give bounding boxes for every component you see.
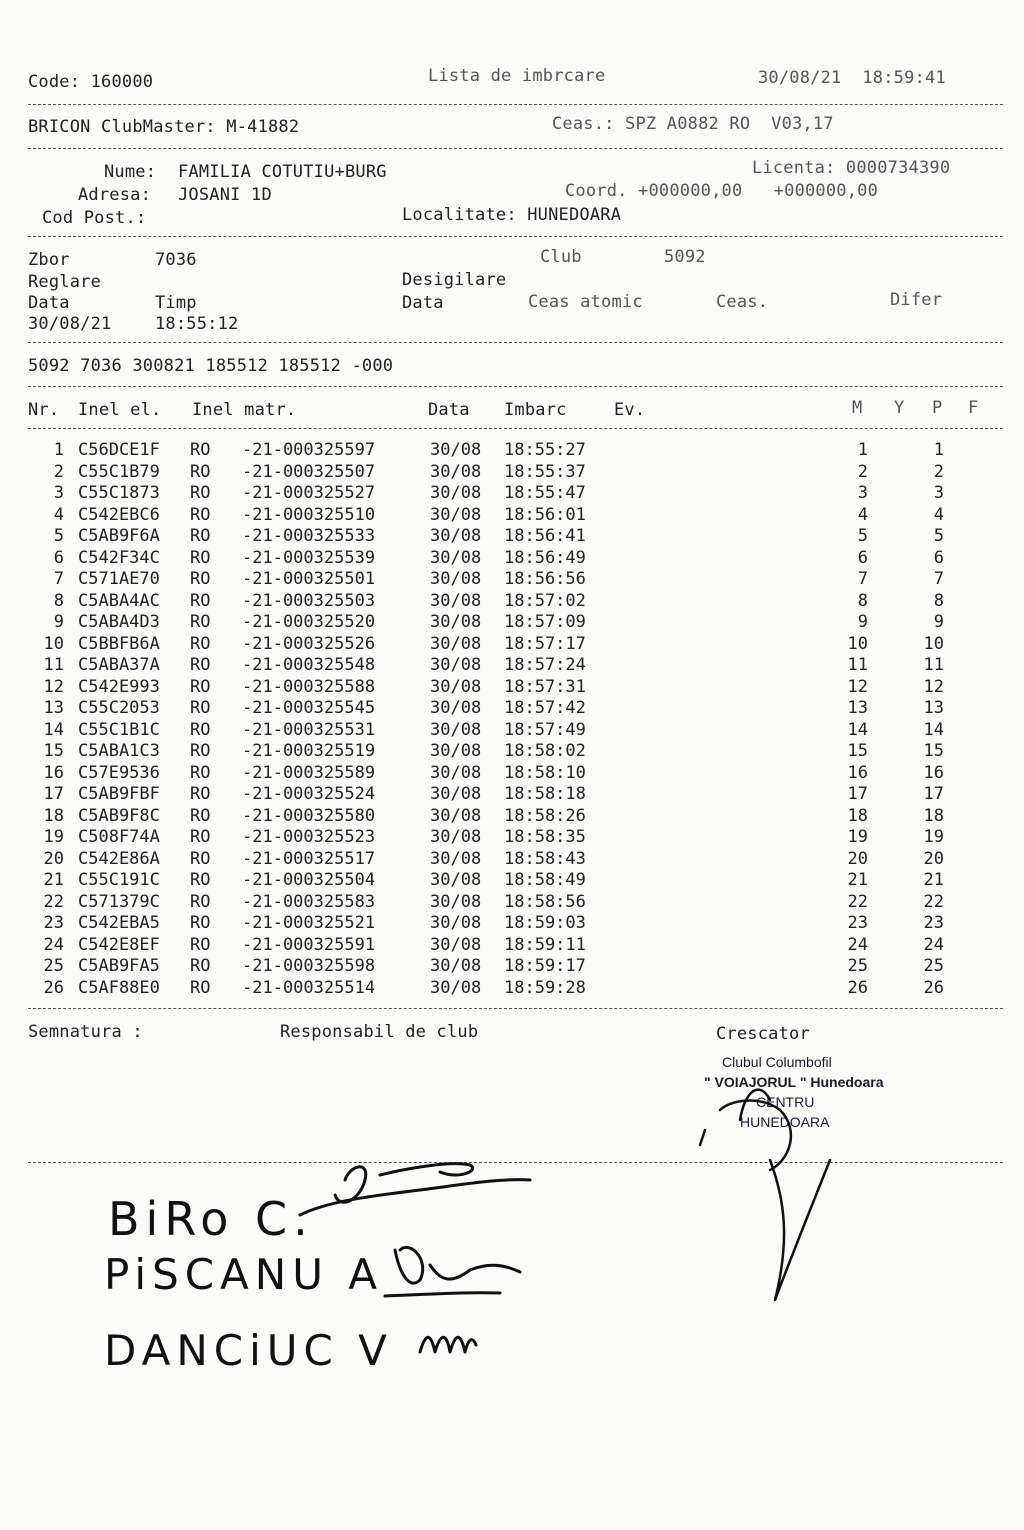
boarding-time: 18:59:17 xyxy=(504,956,586,976)
rank-p: 4 xyxy=(933,504,944,525)
country-code: RO xyxy=(190,461,211,482)
ring-number: -21-000325527 xyxy=(242,483,376,503)
ring-number: -21-000325524 xyxy=(242,784,376,804)
col-header-inel-matr: Inel matr. xyxy=(192,400,297,420)
row-number: 4 xyxy=(53,504,64,525)
rank-m: 24 xyxy=(847,934,868,955)
boarding-time: 18:57:09 xyxy=(504,612,586,632)
rank-p: 5 xyxy=(933,526,944,546)
clock-label: Ceas. xyxy=(716,292,769,312)
rank-p: 24 xyxy=(923,934,944,955)
setting-label: Reglare xyxy=(28,272,102,292)
electronic-ring: C55C1873 xyxy=(78,483,160,503)
row-number: 8 xyxy=(53,590,64,611)
boarding-date: 30/08 xyxy=(430,977,482,998)
ring-number: -21-000325521 xyxy=(242,913,376,933)
boarding-date: 30/08 xyxy=(430,440,482,460)
rank-p: 23 xyxy=(923,913,944,933)
electronic-ring: C571AE70 xyxy=(78,569,160,589)
row-number: 9 xyxy=(53,612,64,632)
rank-p: 7 xyxy=(933,569,944,589)
rank-m: 8 xyxy=(857,590,868,611)
boarding-date: 30/08 xyxy=(430,461,482,482)
row-number: 7 xyxy=(53,569,64,589)
rank-m: 14 xyxy=(847,719,868,740)
col-header-p: P xyxy=(932,398,943,418)
col-header-f: F xyxy=(968,398,979,418)
code-label: Code: 160000 xyxy=(28,72,154,92)
rank-p: 18 xyxy=(923,805,944,826)
electronic-ring: C55C1B1C xyxy=(78,719,160,740)
country-code: RO xyxy=(190,655,211,675)
ring-number: -21-000325591 xyxy=(242,934,376,955)
electronic-ring: C5ABA4AC xyxy=(78,590,160,611)
rank-m: 12 xyxy=(847,676,868,697)
setting-date: 30/08/21 xyxy=(28,314,112,334)
flight-label: Zbor xyxy=(28,250,70,270)
boarding-time: 18:55:47 xyxy=(504,483,586,503)
boarding-time: 18:57:49 xyxy=(504,719,586,740)
rank-p: 25 xyxy=(923,956,944,976)
rank-m: 15 xyxy=(847,741,868,761)
boarding-date: 30/08 xyxy=(430,633,482,654)
boarding-time: 18:56:49 xyxy=(504,547,586,568)
boarding-time: 18:57:31 xyxy=(504,676,586,697)
ring-number: -21-000325503 xyxy=(242,590,376,611)
boarding-time: 18:57:17 xyxy=(504,633,586,654)
boarding-time: 18:56:56 xyxy=(504,569,586,589)
boarding-date: 30/08 xyxy=(430,698,482,718)
electronic-ring: C508F74A xyxy=(78,827,160,847)
boarding-time: 18:58:56 xyxy=(504,891,586,912)
boarding-date: 30/08 xyxy=(430,956,482,976)
country-code: RO xyxy=(190,633,211,654)
rank-m: 11 xyxy=(847,655,868,675)
electronic-ring: C56DCE1F xyxy=(78,440,160,460)
boarding-date: 30/08 xyxy=(430,891,482,912)
ring-number: -21-000325517 xyxy=(242,848,376,869)
row-number: 16 xyxy=(43,762,64,783)
country-code: RO xyxy=(190,612,211,632)
stamp-line: CENTRU xyxy=(756,1094,815,1110)
coordinates: Coord. +000000,00 +000000,00 xyxy=(565,181,879,201)
row-number: 6 xyxy=(53,547,64,568)
electronic-ring: C542E993 xyxy=(78,676,160,697)
club-responsible-label: Responsabil de club xyxy=(280,1022,479,1042)
rank-p: 17 xyxy=(923,784,944,804)
clock-id: Ceas.: SPZ A0882 RO V03,17 xyxy=(552,114,834,134)
list-title: Lista de imbrcare xyxy=(428,66,606,86)
club-number: 5092 xyxy=(664,247,706,267)
row-number: 12 xyxy=(43,676,64,697)
rank-p: 3 xyxy=(933,483,944,503)
club-label: Club xyxy=(540,247,582,267)
electronic-ring: C542EBA5 xyxy=(78,913,160,933)
boarding-date: 30/08 xyxy=(430,827,482,847)
electronic-ring: C5ABA37A xyxy=(78,655,160,675)
rank-m: 10 xyxy=(847,633,868,654)
rank-m: 4 xyxy=(857,504,868,525)
rank-p: 15 xyxy=(923,741,944,761)
country-code: RO xyxy=(190,440,211,460)
rank-p: 9 xyxy=(933,612,944,632)
country-code: RO xyxy=(190,870,211,890)
rank-p: 13 xyxy=(923,698,944,718)
row-number: 21 xyxy=(43,870,64,890)
boarding-date: 30/08 xyxy=(430,741,482,761)
rank-p: 1 xyxy=(933,440,944,460)
row-number: 25 xyxy=(43,956,64,976)
rank-p: 6 xyxy=(933,547,944,568)
ring-number: -21-000325545 xyxy=(242,698,376,718)
col-header-data: Data xyxy=(428,400,470,420)
row-number: 5 xyxy=(53,526,64,546)
boarding-time: 18:56:41 xyxy=(504,526,586,546)
country-code: RO xyxy=(190,827,211,847)
electronic-ring: C55C1B79 xyxy=(78,461,160,482)
rank-p: 19 xyxy=(923,827,944,847)
boarding-date: 30/08 xyxy=(430,547,482,568)
boarding-date: 30/08 xyxy=(430,655,482,675)
electronic-ring: C542EBC6 xyxy=(78,504,160,525)
boarding-time: 18:58:26 xyxy=(504,805,586,826)
rank-m: 23 xyxy=(847,913,868,933)
country-code: RO xyxy=(190,762,211,783)
boarding-time: 18:57:02 xyxy=(504,590,586,611)
ring-number: -21-000325526 xyxy=(242,633,376,654)
rank-p: 10 xyxy=(923,633,944,654)
electronic-ring: C55C191C xyxy=(78,870,160,890)
rank-m: 19 xyxy=(847,827,868,847)
rank-m: 13 xyxy=(847,698,868,718)
country-code: RO xyxy=(190,956,211,976)
boarding-date: 30/08 xyxy=(430,483,482,503)
electronic-ring: C5AB9F8C xyxy=(78,805,160,826)
rank-p: 8 xyxy=(933,590,944,611)
ring-number: -21-000325523 xyxy=(242,827,376,847)
row-number: 10 xyxy=(43,633,64,654)
rank-p: 20 xyxy=(923,848,944,869)
rank-p: 2 xyxy=(933,461,944,482)
breeder-label: Crescator xyxy=(716,1024,810,1044)
ring-number: -21-000325589 xyxy=(242,762,376,783)
ring-number: -21-000325519 xyxy=(242,741,376,761)
boarding-date: 30/08 xyxy=(430,913,482,933)
boarding-date: 30/08 xyxy=(430,569,482,589)
row-number: 18 xyxy=(43,805,64,826)
postal-code-label: Cod Post.: xyxy=(42,208,147,228)
row-number: 17 xyxy=(43,784,64,804)
boarding-date: 30/08 xyxy=(430,504,482,525)
row-number: 22 xyxy=(43,891,64,912)
country-code: RO xyxy=(190,891,211,912)
row-number: 15 xyxy=(43,741,64,761)
boarding-date: 30/08 xyxy=(430,870,482,890)
header-datetime: 30/08/21 18:59:41 xyxy=(758,68,946,88)
country-code: RO xyxy=(190,848,211,869)
boarding-date: 30/08 xyxy=(430,719,482,740)
row-number: 19 xyxy=(43,827,64,847)
country-code: RO xyxy=(190,526,211,546)
boarding-time: 18:58:18 xyxy=(504,784,586,804)
electronic-ring: C542F34C xyxy=(78,547,160,568)
col-header-m: M xyxy=(852,398,863,418)
electronic-ring: C55C2053 xyxy=(78,698,160,718)
boarding-date: 30/08 xyxy=(430,762,482,783)
owner-address: JOSANI 1D xyxy=(178,185,272,205)
boarding-date: 30/08 xyxy=(430,805,482,826)
ring-number: -21-000325597 xyxy=(242,440,376,460)
ring-number: -21-000325598 xyxy=(242,956,376,976)
electronic-ring: C5ABA4D3 xyxy=(78,612,160,632)
unsealing-date-label: Data xyxy=(402,293,444,313)
row-number: 3 xyxy=(53,483,64,503)
signature-1 xyxy=(300,1164,530,1215)
row-number: 26 xyxy=(43,977,64,998)
rank-m: 25 xyxy=(847,956,868,976)
boarding-date: 30/08 xyxy=(430,526,482,546)
name-label: Nume: xyxy=(104,162,157,182)
boarding-time: 18:55:27 xyxy=(504,440,586,460)
ring-number: -21-000325520 xyxy=(242,612,376,632)
country-code: RO xyxy=(190,590,211,611)
flight-code-line: 5092 7036 300821 185512 185512 -000 xyxy=(28,356,394,376)
stamp-line: HUNEDOARA xyxy=(740,1114,830,1130)
country-code: RO xyxy=(190,805,211,826)
boarding-time: 18:58:02 xyxy=(504,741,586,761)
owner-name: FAMILIA COTUTIU+BURG xyxy=(178,162,387,182)
handwritten-name: PiSCANU A xyxy=(104,1250,384,1299)
rank-m: 22 xyxy=(847,891,868,912)
rank-m: 21 xyxy=(847,870,868,890)
rank-m: 1 xyxy=(857,440,868,460)
country-code: RO xyxy=(190,913,211,933)
country-code: RO xyxy=(190,698,211,718)
ring-number: -21-000325514 xyxy=(242,977,376,998)
ring-number: -21-000325504 xyxy=(242,870,376,890)
setting-time: 18:55:12 xyxy=(155,314,239,334)
row-number: 14 xyxy=(43,719,64,740)
col-header-inel-el: Inel el. xyxy=(78,400,162,420)
row-number: 24 xyxy=(43,934,64,955)
boarding-time: 18:59:11 xyxy=(504,934,586,955)
electronic-ring: C5AF88E0 xyxy=(78,977,160,998)
boarding-date: 30/08 xyxy=(430,612,482,632)
boarding-time: 18:59:03 xyxy=(504,913,586,933)
electronic-ring: C5ABA1C3 xyxy=(78,741,160,761)
ring-number: -21-000325531 xyxy=(242,719,376,740)
electronic-ring: C5AB9FA5 xyxy=(78,956,160,976)
boarding-date: 30/08 xyxy=(430,676,482,697)
rank-p: 14 xyxy=(923,719,944,740)
time-label: Timp xyxy=(155,293,197,313)
col-header-y: Y xyxy=(894,398,905,418)
country-code: RO xyxy=(190,741,211,761)
country-code: RO xyxy=(190,676,211,697)
boarding-time: 18:59:28 xyxy=(504,977,586,998)
signature-label: Semnatura : xyxy=(28,1022,143,1042)
boarding-date: 30/08 xyxy=(430,590,482,611)
boarding-date: 30/08 xyxy=(430,934,482,955)
rank-p: 22 xyxy=(923,891,944,912)
system-label: BRICON ClubMaster: M-41882 xyxy=(28,117,300,137)
atomic-clock-label: Ceas atomic xyxy=(528,292,643,312)
boarding-time: 18:57:42 xyxy=(504,698,586,718)
ring-number: -21-000325580 xyxy=(242,805,376,826)
rank-m: 5 xyxy=(857,526,868,546)
boarding-date: 30/08 xyxy=(430,784,482,804)
rank-m: 18 xyxy=(847,805,868,826)
country-code: RO xyxy=(190,977,211,998)
address-label: Adresa: xyxy=(78,185,152,205)
electronic-ring: C542E86A xyxy=(78,848,160,869)
rank-p: 21 xyxy=(923,870,944,890)
country-code: RO xyxy=(190,547,211,568)
row-number: 1 xyxy=(53,440,64,460)
col-header-imbarc: Imbarc xyxy=(504,400,567,420)
boarding-time: 18:58:49 xyxy=(504,870,586,890)
rank-m: 26 xyxy=(847,977,868,998)
rank-m: 9 xyxy=(857,612,868,632)
rank-m: 20 xyxy=(847,848,868,869)
row-number: 23 xyxy=(43,913,64,933)
row-number: 2 xyxy=(53,461,64,482)
signature-3 xyxy=(420,1337,476,1352)
country-code: RO xyxy=(190,934,211,955)
difference-label: Difer xyxy=(890,290,943,310)
boarding-time: 18:55:37 xyxy=(504,461,586,482)
rank-p: 16 xyxy=(923,762,944,783)
rank-m: 2 xyxy=(857,461,868,482)
rank-m: 6 xyxy=(857,547,868,568)
electronic-ring: C542E8EF xyxy=(78,934,160,955)
rank-m: 7 xyxy=(857,569,868,589)
electronic-ring: C5AB9F6A xyxy=(78,526,160,546)
electronic-ring: C57E9536 xyxy=(78,762,160,783)
stamp-line: Clubul Columbofil xyxy=(722,1054,832,1070)
ring-number: -21-000325548 xyxy=(242,655,376,675)
handwritten-name: BiRo C. xyxy=(108,1192,314,1246)
boarding-time: 18:57:24 xyxy=(504,655,586,675)
date-label: Data xyxy=(28,293,70,313)
ring-number: -21-000325588 xyxy=(242,676,376,697)
flight-number: 7036 xyxy=(155,250,197,270)
license-number: Licenta: 0000734390 xyxy=(752,158,951,178)
electronic-ring: C5BBFB6A xyxy=(78,633,160,654)
ring-number: -21-000325533 xyxy=(242,526,376,546)
unsealing-label: Desigilare xyxy=(402,270,507,290)
boarding-time: 18:58:10 xyxy=(504,762,586,783)
boarding-time: 18:58:43 xyxy=(504,848,586,869)
locality: Localitate: HUNEDOARA xyxy=(402,205,622,225)
stamp-line: " VOIAJORUL " Hunedoara xyxy=(704,1074,884,1090)
boarding-date: 30/08 xyxy=(430,848,482,869)
ring-number: -21-000325539 xyxy=(242,547,376,568)
ring-number: -21-000325501 xyxy=(242,569,376,589)
country-code: RO xyxy=(190,784,211,804)
rank-p: 26 xyxy=(923,977,944,998)
ring-number: -21-000325510 xyxy=(242,504,376,525)
country-code: RO xyxy=(190,569,211,589)
row-number: 13 xyxy=(43,698,64,718)
boarding-time: 18:56:01 xyxy=(504,504,586,525)
boarding-time: 18:58:35 xyxy=(504,827,586,847)
handwritten-name: DANCiUC V xyxy=(104,1326,393,1375)
ring-number: -21-000325583 xyxy=(242,891,376,912)
country-code: RO xyxy=(190,504,211,525)
country-code: RO xyxy=(190,483,211,503)
rank-p: 11 xyxy=(923,655,944,675)
col-header-nr: Nr. xyxy=(28,400,60,420)
rank-m: 16 xyxy=(847,762,868,783)
row-number: 11 xyxy=(43,655,64,675)
rank-m: 17 xyxy=(847,784,868,804)
country-code: RO xyxy=(190,719,211,740)
rank-m: 3 xyxy=(857,483,868,503)
electronic-ring: C571379C xyxy=(78,891,160,912)
signature-2 xyxy=(385,1247,520,1296)
col-header-ev: Ev. xyxy=(614,400,646,420)
row-number: 20 xyxy=(43,848,64,869)
rank-p: 12 xyxy=(923,676,944,697)
breeder-signature xyxy=(700,1090,830,1300)
ring-number: -21-000325507 xyxy=(242,461,376,482)
electronic-ring: C5AB9FBF xyxy=(78,784,160,804)
